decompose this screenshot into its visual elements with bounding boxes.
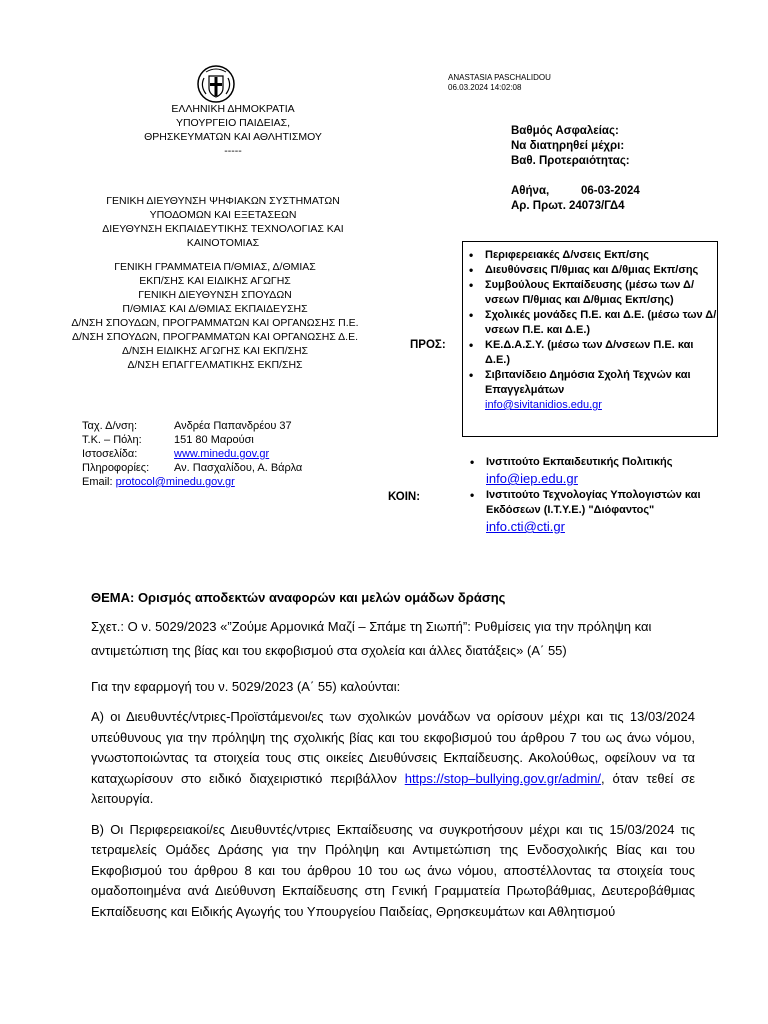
- cc-item: [464, 488, 724, 536]
- pros-label: ΠΡΟΣ:: [410, 339, 446, 351]
- email-link[interactable]: protocol@minedu.gov.gr: [115, 476, 235, 488]
- recipient-item: • Συμβούλους Εκπαίδευσης (μέσω των Δ/νσεων Π/θμιας και Δ/θμιας Εκπ/σης): [463, 278, 717, 308]
- directorate-line: ΓΕΝΙΚΗ ΔΙΕΥΘΥΝΣΗ ΣΠΟΥΔΩΝ: [138, 289, 292, 301]
- intro-paragraph: Για την εφαρμογή του ν. 5029/2023 (Α΄ 55) καλούνται:: [91, 678, 401, 694]
- signature-datetime: 06.03.2024 14:02:08: [448, 83, 522, 92]
- website-label: Ιστοσελίδα:: [82, 448, 138, 460]
- cc-email-link[interactable]: info.cti@cti.gr: [486, 519, 565, 534]
- info-label: Πληροφορίες:: [82, 462, 150, 474]
- header-line: ΘΡΗΣΚΕΥΜΑΤΩΝ ΚΑΙ ΑΘΛΗΤΙΣΜΟΥ: [144, 131, 322, 143]
- directorate-line: ΕΚΠ/ΣΗΣ ΚΑΙ ΕΙΔΙΚΗΣ ΑΓΩΓΗΣ: [139, 275, 291, 287]
- ministry-header: [108, 102, 358, 158]
- directorate-block-2: [40, 260, 390, 372]
- paragraph-a-end: , όταν τεθεί σε λειτουργία.: [91, 770, 695, 806]
- protocol-label: Αρ. Πρωτ.: [511, 200, 566, 212]
- info-value: Αν. Πασχαλίδου, Α. Βάρλα: [174, 462, 303, 474]
- recipient-item: • Περιφερειακές Δ/νσεις Εκπ/σης: [463, 248, 717, 263]
- postcode-label: Τ.Κ. – Πόλη:: [82, 434, 142, 446]
- digital-signature: [448, 73, 608, 93]
- cc-item: [464, 455, 724, 488]
- recipient-email-link[interactable]: info@sivitanidios.edu.gr: [485, 399, 602, 411]
- directorate-line: Δ/ΝΣΗ ΕΙΔΙΚΗΣ ΑΓΩΓΗΣ ΚΑΙ ΕΚΠ/ΣΗΣ: [121, 345, 309, 357]
- directorate-line: ΥΠΟΔΟΜΩΝ ΚΑΙ ΕΞΕΤΑΣΕΩΝ: [149, 209, 297, 221]
- directorate-line: Π/ΘΜΙΑΣ ΚΑΙ Δ/ΘΜΙΑΣ ΕΚΠΑΙΔΕΥΣΗΣ: [122, 303, 308, 315]
- security-block: [511, 124, 711, 169]
- stop-bullying-link[interactable]: https://stop–bullying.gov.gr/admin/: [404, 770, 602, 786]
- header-line: -----: [224, 145, 242, 157]
- protocol-number: 24073/ΓΔ4: [569, 200, 625, 212]
- recipient-item: • Σχολικές μονάδες Π.Ε. και Δ.Ε. (μέσω των Δ/νσεων Π.Ε. και Δ.Ε.): [463, 308, 717, 338]
- date-block: [511, 184, 711, 214]
- cc-name: Ινστιτούτο Εκπαιδευτικής Πολιτικής: [486, 456, 673, 468]
- header-line: ΕΛΛΗΝΙΚΗ ΔΗΜΟΚΡΑΤΙΑ: [171, 103, 295, 115]
- cc-name: Ινστιτούτο Τεχνολογίας Υπολογιστών και Εκδόσεων (Ι.Τ.Υ.Ε.) "Διόφαντος": [486, 489, 701, 516]
- recipients-box: [462, 241, 718, 437]
- cc-list: [464, 455, 724, 536]
- recipient-item: • Διευθύνσεις Π/θμιας και Δ/θμιας Εκπ/σης: [463, 263, 717, 278]
- subject-line: ΘΕΜΑ: Ορισμός αποδεκτών αναφορών και μελών ομάδων δράσης: [91, 590, 506, 605]
- signature-name: ANASTASIA PASCHALIDOU: [448, 73, 551, 82]
- address-label: Ταχ. Δ/νση:: [82, 420, 138, 432]
- koin-label: ΚΟΙΝ:: [388, 491, 421, 503]
- contact-block: [82, 419, 382, 489]
- recipient-item: • ΚΕ.Δ.Α.Σ.Υ. (μέσω των Δ/νσεων Π.Ε. και Δ.Ε.): [463, 338, 717, 368]
- paragraph-a: [91, 707, 695, 810]
- date-city: Αθήνα,: [511, 185, 550, 197]
- directorate-line: ΓΕΝΙΚΗ ΓΡΑΜΜΑΤΕΙΑ Π/ΘΜΙΑΣ, Δ/ΘΜΙΑΣ: [114, 261, 316, 273]
- relation-line: Σχετ.: Ο ν. 5029/2023 «”Ζούμε Αρμονικά Μαζί – Σπάμε τη Σιωπή”: Ρυθμίσεις για την πρόληψη και αντιμετώπιση της βίας και του εκφοβισμού στα σχολεία και άλλες διατάξεις» (Α΄ 55): [91, 618, 652, 658]
- paragraph-a-text: Α) οι Διευθυντές/ντριες-Προϊστάμενοι/ες των σχολικών μονάδων να ορίσουν μέχρι και τις 13/03/2024 υπεύθυνους για την πρόληψη της σχολικής βίας και του εκφοβισμού του άρθρου 7 του ως άνω νόμου, γνωστοποιώντας τα στοιχεία τους στις οικείες Διευθύνσεις Εκπαίδευσης. Ακολούθως, οφείλουν να τα καταχωρίσουν στο ειδικό διαχειριστικό περιβάλλον: [91, 709, 695, 786]
- letter-body: [91, 588, 695, 922]
- postcode-value: 151 80 Μαρούσι: [174, 434, 254, 446]
- address-value: Ανδρέα Παπανδρέου 37: [174, 420, 292, 432]
- directorate-line: ΚΑΙΝΟΤΟΜΙΑΣ: [186, 237, 260, 249]
- email-label: Email:: [82, 476, 113, 488]
- website-link[interactable]: www.minedu.gov.gr: [174, 448, 270, 460]
- header-line: ΥΠΟΥΡΓΕΙΟ ΠΑΙΔΕΙΑΣ,: [175, 117, 291, 129]
- directorate-line: Δ/ΝΣΗ ΕΠΑΓΓΕΛΜΑΤΙΚΗΣ ΕΚΠ/ΣΗΣ: [127, 359, 303, 371]
- directorate-block-1: [68, 194, 378, 250]
- paragraph-b: Β) Οι Περιφερειακοί/ες Διευθυντές/ντριες Εκπαίδευσης να συγκροτήσουν μέχρι και τις 15/03/2024 τις τετραμελείς Ομάδες Δράσης για την Πρόληψη και Αντιμετώπιση της Ενδοσχολικής Βίας και του Εκφοβισμού του άρθρου 8 και του άρθρου 10 του ως άνω νόμου, αποστέλλοντας τα στοιχεία τους ομαδοποιημένα ανά Διεύθυνση Εκπαίδευσης στη Γενική Γραμματεία Πρωτοβάθμιας, Δευτεροβάθμιας Εκπαίδευσης και Ειδικής Αγωγής του Υπουργείου Παιδείας, Θρησκευμάτων και Αθλητισμού: [91, 821, 695, 919]
- security-priority: Βαθ. Προτεραιότητας:: [511, 155, 630, 167]
- greek-emblem-icon: [196, 64, 236, 104]
- document-date: 06-03-2024: [581, 185, 640, 197]
- cc-email-link[interactable]: info@iep.edu.gr: [486, 471, 578, 486]
- directorate-line: ΔΙΕΥΘΥΝΣΗ ΕΚΠΑΙΔΕΥΤΙΚΗΣ ΤΕΧΝΟΛΟΓΙΑΣ ΚΑΙ: [102, 223, 344, 235]
- security-grade: Βαθμός Ασφαλείας:: [511, 125, 619, 137]
- security-retain: Να διατηρηθεί μέχρι:: [511, 140, 625, 152]
- directorate-line: Δ/ΝΣΗ ΣΠΟΥΔΩΝ, ΠΡΟΓΡΑΜΜΑΤΩΝ ΚΑΙ ΟΡΓΑΝΩΣΗΣ Π.Ε.: [71, 317, 359, 329]
- directorate-line: ΓΕΝΙΚΗ ΔΙΕΥΘΥΝΣΗ ΨΗΦΙΑΚΩΝ ΣΥΣΤΗΜΑΤΩΝ: [106, 195, 340, 207]
- recipient-item: • Σιβιτανίδειο Δημόσια Σχολή Τεχνών και Επαγγελμάτων: [463, 368, 717, 398]
- directorate-line: Δ/ΝΣΗ ΣΠΟΥΔΩΝ, ΠΡΟΓΡΑΜΜΑΤΩΝ ΚΑΙ ΟΡΓΑΝΩΣΗΣ Δ.Ε.: [72, 331, 358, 343]
